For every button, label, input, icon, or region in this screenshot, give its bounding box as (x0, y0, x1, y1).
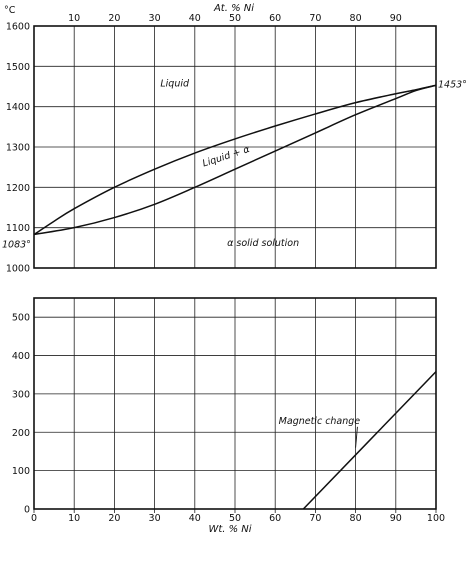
upper-y-tick-label: 1600 (5, 21, 30, 33)
top-x-tick-label: 50 (228, 13, 242, 24)
lower-y-tick-label: 500 (11, 312, 30, 324)
upper-annotation: Liquid (160, 78, 190, 90)
upper-panel-annotations (2, 79, 467, 251)
lower-annotation: Magnetic change (278, 415, 361, 427)
bottom-x-tick-label: 60 (269, 513, 282, 524)
temperature-unit-label: °C (4, 5, 16, 16)
upper-y-tick-label: 1100 (5, 223, 30, 235)
bottom-x-tick-label: 80 (349, 513, 362, 524)
bottom-x-tick-label: 30 (148, 513, 161, 524)
upper-y-tick-label: 1300 (5, 142, 30, 154)
bottom-x-tick-label: 0 (30, 513, 38, 524)
top-x-tick-label: 10 (68, 13, 81, 24)
top-x-tick-label: 70 (309, 13, 322, 24)
bottom-axis-title: Wt. % Ni (208, 524, 252, 535)
bottom-x-tick-label: 40 (188, 513, 201, 524)
lower-panel-grid (34, 298, 436, 513)
upper-annotation: α solid solution (227, 237, 300, 249)
bottom-x-tick-label: 20 (108, 513, 121, 524)
bottom-x-tick-label: 90 (389, 513, 402, 524)
upper-y-tick-label: 1000 (5, 263, 30, 275)
lower-y-tick-label: 300 (11, 389, 30, 401)
lower-y-tick-label: 200 (11, 427, 30, 439)
lower-y-tick-label: 400 (11, 351, 30, 363)
bottom-x-tick-label: 100 (426, 513, 446, 524)
bottom-x-tick-label: 50 (228, 513, 242, 524)
lower-panel-tick-labels (12, 313, 445, 524)
top-x-tick-label: 90 (389, 13, 402, 24)
top-x-tick-label: 20 (108, 13, 121, 24)
top-x-tick-label: 80 (349, 13, 362, 24)
lower-y-tick-label: 100 (11, 466, 30, 478)
bottom-x-tick-label: 70 (309, 513, 322, 524)
lower-panel-annotations (279, 416, 361, 448)
upper-annotation: 1083° (2, 239, 31, 251)
top-axis-title: At. % Ni (213, 3, 255, 14)
lower-y-tick-label: 0 (23, 504, 30, 516)
upper-annotation: 1453° (438, 79, 467, 91)
upper-y-tick-label: 1400 (5, 102, 30, 114)
top-x-tick-label: 30 (148, 13, 161, 24)
upper-y-tick-label: 1500 (5, 61, 30, 73)
bottom-x-tick-label: 10 (68, 513, 81, 524)
upper-panel-grid (34, 26, 436, 268)
upper-annotation: Liquid + α (201, 143, 252, 170)
top-x-tick-label: 60 (269, 13, 282, 24)
top-x-tick-label: 40 (188, 13, 201, 24)
lower-panel-curves (303, 372, 436, 509)
upper-y-tick-label: 1200 (5, 182, 30, 194)
upper-panel-tick-labels (6, 13, 402, 275)
magnetic-change-line (303, 372, 436, 509)
